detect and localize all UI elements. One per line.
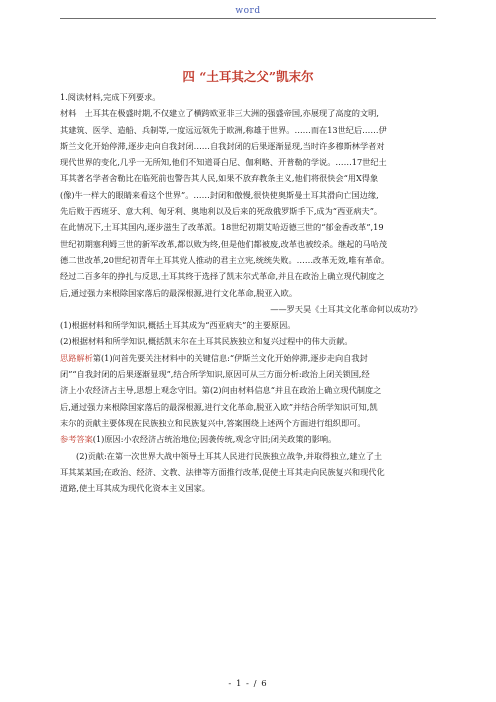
material-line: 其建筑、医学、造船、兵制等,一度远远领先于欧洲,称雄于世界。……而在13世纪后……伊: [60, 124, 387, 135]
analysis-line: 末尔的贡献主要体现在民族独立和民族复兴中,答案围绕上述两个方面进行组织即可。: [60, 417, 366, 428]
material-source: ——罗天昊《土耳其文化革命何以成功?》: [270, 303, 422, 314]
material-line: 斯兰文化开始停滞,逐步走向自我封闭……自我封闭的后果逐渐显现,当时许多穆斯林学者对: [60, 140, 385, 151]
material-line: 先后败于西班牙、意大利、匈牙利、奥地利以及后来的死敌俄罗斯手下,成为“西亚病夫”。: [60, 206, 383, 217]
header-divider: [60, 18, 436, 19]
header-app-name: word: [235, 6, 261, 16]
analysis-line: [60, 350, 436, 366]
material-line: 经过二百多年的挣扎与反思,土耳其终于选择了凯末尔式革命,并且在政治上确立现代制度之: [60, 271, 385, 282]
material-line: 耳其著名学者舍勒比在临死前也警告其人民,如果不放弃教条主义,他们将很快会“用X得象: [60, 173, 379, 184]
answer-line: [60, 431, 436, 447]
page-title: 四 “土耳其之父”凯末尔: [182, 69, 314, 84]
answer-line: 耳其某某国;在政治、经济、文教、法律等方面推行改革,促使土耳其走向民族复兴和现代化: [60, 466, 385, 477]
question-2: (2)根据材料和所学知识,概括凯末尔在土耳其民族独立和复兴过程中的伟大贡献。: [60, 336, 353, 347]
material-line: 在此情况下,土耳其国内,逐步滋生了改革派。18世纪初期艾哈迈德三世的“郁金香改革”,19: [60, 222, 384, 233]
material-line: 世纪初期塞利姆三世的新军改革,都以败为终,但是他们都被废,改革也被绞杀。继起的马哈茂: [60, 238, 388, 249]
analysis-line: 济上小农经济占主导,思想上观念守旧。第(2)问由材料信息“并且在政治上确立现代制度之: [60, 385, 382, 396]
analysis-line: 后,通过强力来根除国家落后的最深根源,进行文化革命,脱亚入欧”并结合所学知识可知,凯: [60, 401, 378, 412]
material-line: 材料 土耳其在极盛时期,不仅建立了横跨欧亚非三大洲的强盛帝国,亦展现了高度的文明,: [60, 108, 379, 119]
analysis-label: 思路解析: [60, 352, 93, 363]
answer-line: 道路,使土耳其成为现代化资本主义国家。: [60, 483, 210, 494]
answer-text: (1)原因:小农经济占统治地位;因袭传统,观念守旧;闭关政策的影响。: [92, 434, 337, 445]
answer-line: (2)贡献:在第一次世界大战中领导土耳其人民进行民族独立战争,并取得独立,建立了土: [76, 450, 383, 461]
page-number: - 1 - / 6: [228, 679, 268, 689]
answer-label: 参考答案: [60, 434, 93, 445]
question-intro: 1.阅读材料,完成下列要求。: [60, 92, 161, 102]
analysis-text: 第(1)问首先要关注材料中的关键信息:“伊斯兰文化开始停滞,逐步走向自我封: [92, 352, 368, 363]
material-line: (像)牛一样大的眼睛来看这个世界”。……封闭和傲慢,很快使奥斯曼土耳其滑向亡国边缘,: [60, 189, 379, 200]
material-line: 德二世改革,20世纪初青年土耳其党人推动的君主立宪,统统失败。……改革无效,唯有革命。: [60, 254, 390, 265]
document-body: [60, 89, 436, 496]
question-1: (1)根据材料和所学知识,概括土耳其成为“西亚病夫”的主要原因。: [60, 320, 296, 331]
analysis-line: 闭”“自我封闭的后果逐渐显现”,结合所学知识,原因可从三方面分析:政治上闭关锁国,经: [60, 369, 370, 380]
material-line: 现代世界的变化,几乎一无所知,他们不知道哥白尼、伽利略、开普勒的学说。……17世纪土: [60, 157, 387, 168]
material-line: 后,通过强力来根除国家落后的最深根源,进行文化革命,脱亚入欧。: [60, 287, 298, 298]
